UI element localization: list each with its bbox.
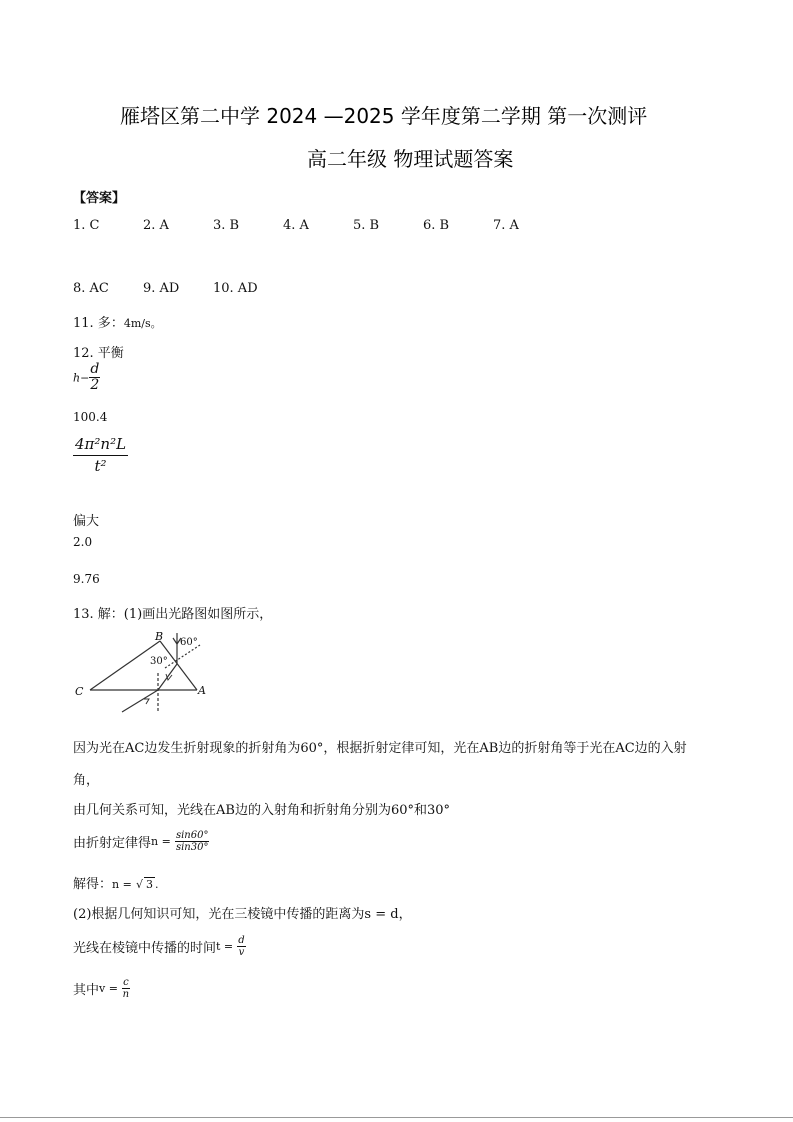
title-line-1: 雁塔区第二中学 2024 —2025 学年度第二学期 第一次测评 [120, 104, 648, 128]
q13-intro: 13. 解：(1)画出光路图如图所示， [73, 607, 273, 622]
title-line-2: 高二年级 物理试题答案 [307, 147, 514, 171]
light-path-diagram [72, 628, 212, 716]
label-angle-60: 60° [180, 637, 198, 648]
q13-time: 光线在棱镜中传播的时间t = $\frac{d}{v}$ [73, 935, 245, 958]
q13-para1-line1: 因为光在AC边发生折射现象的折射角为60°，根据折射定律可知，光在AB边的折射角等于光在AC边的入射 [73, 741, 687, 756]
answer-9: 9. AD [143, 281, 180, 296]
snell-fraction: $\frac{\sin 60^\circ}{\sin 30^\circ}$ [175, 830, 209, 853]
frac-numerator: 4π²n²L [73, 436, 128, 456]
answer-4: 4. A [283, 218, 309, 233]
answer-section-label: 【答案】 [73, 191, 126, 206]
frac-denominator: t² [94, 456, 107, 475]
normal-line-AB [165, 645, 200, 668]
expr-d-over-2: $\frac{d}{2}$ [90, 361, 100, 394]
q13-snell-law: 由折射定律得n = $\frac{\sin 60^\circ}{\sin 30^\circ}$ [73, 830, 209, 853]
answer-11-value: 4m/s。 [123, 317, 162, 330]
answer-8: 8. AC [73, 281, 109, 296]
answer-11-label: 11. 多 [73, 316, 111, 331]
answer-1: 1. C [73, 218, 100, 233]
q13-para1-line2: 角， [73, 773, 100, 788]
answer-12-label: 12. 平衡 [73, 346, 124, 361]
label-angle-30: 30° [150, 656, 168, 667]
label-C: C [75, 685, 84, 698]
page-bottom-divider [0, 1117, 793, 1118]
answer-12-expr: h− $\frac{d}{2}$ [73, 361, 100, 394]
answer-5: 5. B [353, 218, 380, 233]
label-B: B [155, 630, 164, 643]
sqrt-3: 3 [146, 878, 153, 891]
answer-10: 10. AD [213, 281, 258, 296]
answer-11: 11. 多：4m/s。 [73, 316, 162, 331]
q13-part2: (2)根据几何知识可知，光在三棱镜中传播的距离为s = d， [73, 907, 412, 922]
time-fraction: $\frac{d}{v}$ [238, 935, 245, 958]
answer-2: 2. A [143, 218, 169, 233]
q13-solution: 解得：n = √ 3 . [73, 877, 159, 892]
answer-12-value-1: 100.4 [73, 410, 108, 424]
exit-arrow-icon [144, 699, 149, 704]
answer-12-bias: 偏大 [73, 514, 100, 529]
label-A: A [198, 684, 206, 697]
answer-12-fraction [73, 436, 128, 474]
answer-3: 3. B [213, 218, 240, 233]
q13-para2: 由几何关系可知，光线在AB边的入射角和折射角分别为60°和30° [73, 803, 451, 818]
answer-12-value-3: 9.76 [73, 572, 100, 586]
velocity-fraction: $\frac{c}{n}$ [122, 977, 130, 1000]
q13-velocity: 其中v = $\frac{c}{n}$ [73, 977, 130, 1000]
answer-7: 7. A [493, 218, 519, 233]
expr-h: h [73, 371, 81, 385]
answer-6: 6. B [423, 218, 450, 233]
exit-ray [122, 690, 158, 712]
answer-12-value-2: 2.0 [73, 535, 93, 549]
